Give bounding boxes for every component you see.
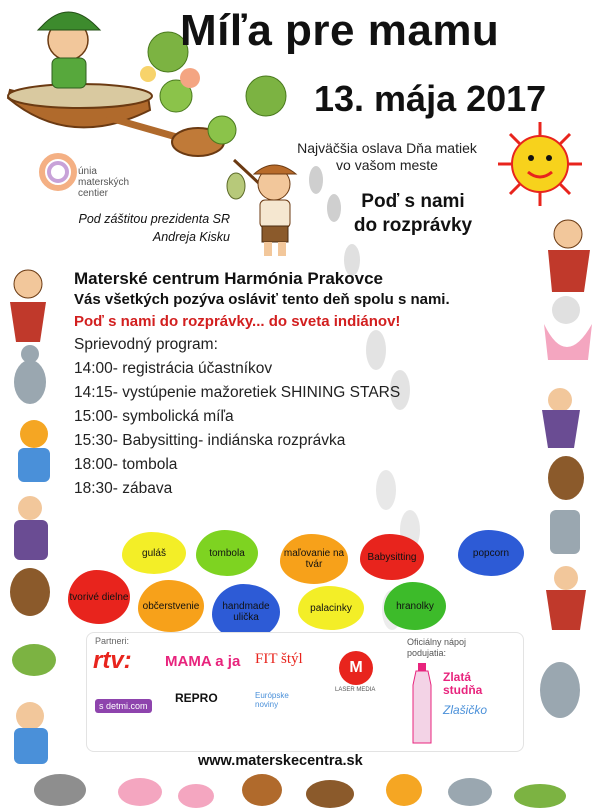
drink-label (407, 637, 466, 659)
union-line3: centier (78, 188, 109, 199)
event-title: Míľa pre mamu (180, 6, 500, 55)
event-date: 13. mája 2017 (314, 78, 547, 119)
activity-cloud-popcorn (458, 530, 524, 576)
program-heading: Sprievodný program: (74, 336, 218, 353)
partner-logo-laser: M (339, 651, 373, 685)
drink-brand-line1: Zlatá (443, 670, 472, 684)
activity-cloud-obcerstvenie (138, 580, 204, 632)
program-item: 14:15- vystúpenie mažoretiek SHINING STARS (74, 384, 401, 401)
activity-label: tvorivé dielne (69, 591, 129, 603)
partner-logo-noviny: Európske noviny (255, 691, 289, 709)
partner-logo-laser-label: LASER MEDIA (335, 687, 376, 693)
tagline-big-line2: do rozprávky (353, 215, 473, 236)
activity-cloud-hranolky (384, 582, 446, 630)
partner-logo-sdetmi: s detmi.com (95, 699, 152, 713)
drink-brand-line2: studňa (443, 683, 483, 697)
activity-label: palacinky (310, 602, 352, 614)
left-border-characters (0, 262, 70, 622)
website-url: www.materskecentra.sk (198, 753, 363, 769)
union-logo-icon (38, 152, 78, 192)
activity-label: tombola (209, 547, 245, 559)
union-logo-text (78, 166, 129, 199)
partner-logo-mama: MAMA a ja (165, 653, 241, 670)
invitation-text: Vás všetkých pozýva osláviť tento deň spolu s nami. (74, 291, 450, 308)
union-line2: materských (78, 177, 130, 188)
sun-logo-icon (494, 118, 586, 210)
program-item: 14:00- registrácia účastníkov (74, 360, 273, 377)
drink-label-line1: Oficiálny nápoj (407, 637, 467, 647)
tagline (282, 140, 492, 174)
partners-box (86, 632, 524, 752)
program-item: 15:30- Babysitting- indiánska rozprávka (74, 432, 346, 449)
tagline-line2: vo vašom meste (336, 157, 438, 173)
activity-label: handmade ulička (222, 601, 270, 623)
activity-label: hranolky (396, 600, 434, 612)
activity-cloud-palacinky (298, 586, 364, 630)
organizer-name: Materské centrum Harmónia Prakovce (74, 269, 383, 288)
partner-logo-fitstyl: FIT štýl (255, 651, 303, 667)
activity-label: Babysitting (367, 551, 417, 563)
activity-label: popcorn (472, 547, 510, 559)
patronage-line1: Pod záštitou prezidenta SR (78, 212, 230, 226)
drink-label-line2: podujatia: (407, 648, 447, 658)
program-item: 15:00- symbolická míľa (74, 408, 234, 425)
slogan-text: Poď s nami do rozprávky... do sveta indiánov! (74, 313, 401, 330)
activity-cloud-gulas (122, 532, 186, 574)
partners-label: Partneri: (95, 636, 130, 646)
activity-cloud-malovanie (280, 534, 348, 584)
drink-brand (443, 671, 482, 697)
activity-cloud-tombola (196, 530, 258, 576)
water-bottle-icon (409, 663, 435, 747)
program-item: 18:30- zábava (74, 480, 173, 497)
tagline-big-line1: Poď s nami (361, 191, 465, 212)
activity-cloud-babysitting (360, 534, 424, 580)
drink-brand-script: Zlašičko (443, 703, 488, 717)
patronage-line2: Andreja Kisku (152, 230, 230, 244)
tagline-big (328, 190, 498, 238)
patronage (60, 210, 230, 246)
activity-label: guláš (142, 547, 166, 559)
partner-logo-repro: REPRO (175, 691, 218, 705)
program-section (74, 268, 534, 501)
activity-cloud-tvorive-dielne (68, 570, 130, 624)
union-line1: únia (78, 166, 97, 177)
activity-label: maľovanie na tvár (283, 548, 345, 570)
activity-label: občerstvenie (142, 600, 200, 612)
tagline-line1: Najväčšia oslava Dňa matiek (297, 140, 477, 156)
partner-logo-rtv: rtv: (93, 647, 132, 674)
program-item: 18:00- tombola (74, 456, 178, 473)
